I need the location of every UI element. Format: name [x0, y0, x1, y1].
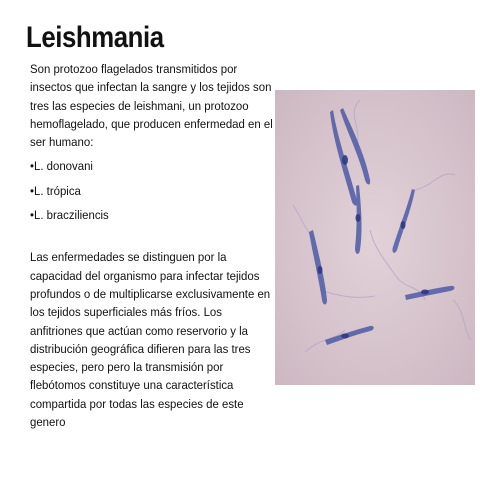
slide-title: Leishmania	[26, 21, 164, 54]
slide-body	[30, 60, 274, 431]
leishmania-micrograph	[275, 90, 475, 385]
description-paragraph: Las enfermedades se distinguen por la capacidad del organismo para infectar tejidos profundos o de multiplicarse exclusivamente en los tejidos superficiales más fríos. Los anfitriones que actúan como reservorio y la distribución geográfica difieren para las tres especies, pero pero la transmisión por flebótomos constituye una característica compartida por todas las especies de este genero	[30, 250, 271, 430]
micrograph-image	[275, 90, 475, 385]
species-item: •L. trópica	[30, 183, 81, 198]
species-list	[30, 157, 274, 224]
species-item: •L. donovani	[30, 159, 93, 174]
species-item: •L. bracziliencis	[30, 208, 109, 223]
intro-paragraph: Son protozoo flagelados transmitidos por insectos que infectan la sangre y los tejidos son tres las especies de leishmani, un protozoo hemoflagelado, que producen enfermedad en el ser humano:	[30, 62, 273, 150]
